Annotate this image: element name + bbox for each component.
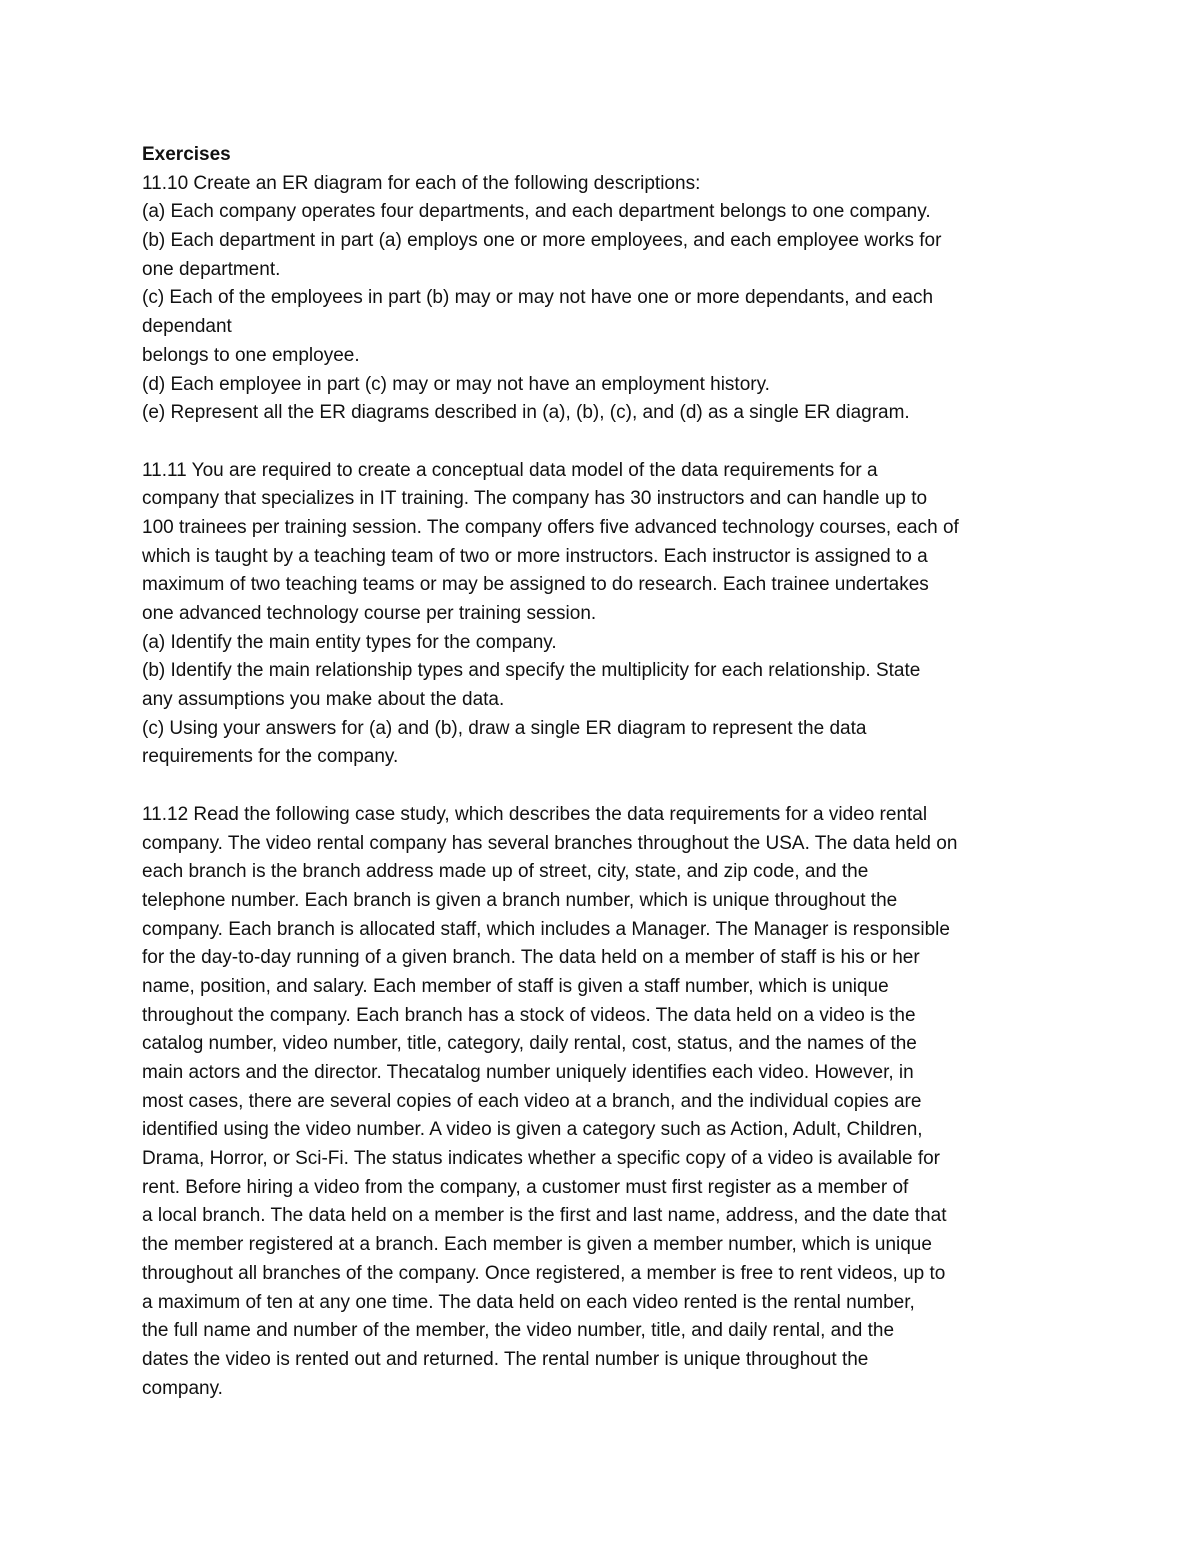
text-line: 11.11 You are required to create a conceptual data model of the data requirements for a	[142, 459, 878, 481]
text-line: name, position, and salary. Each member of staff is given a staff number, which is unique	[142, 975, 889, 997]
text-line: which is taught by a teaching team of two or more instructors. Each instructor is assigned to a	[142, 545, 928, 567]
text-line: company.	[142, 1377, 223, 1399]
text-line: (a) Each company operates four departments, and each department belongs to one company.	[142, 201, 931, 223]
text-line: dependant	[142, 316, 232, 338]
text-line: (e) Represent all the ER diagrams described in (a), (b), (c), and (d) as a single ER diagram.	[142, 402, 910, 424]
text-line: requirements for the company.	[142, 746, 399, 768]
paragraph-spacer	[142, 428, 1082, 457]
page-heading: Exercises	[142, 144, 231, 165]
text-line: main actors and the director. Thecatalog number uniquely identifies each video. However, in	[142, 1062, 914, 1083]
exercise-11-10	[142, 170, 1082, 428]
text-line: a local branch. The data held on a member is the first and last name, address, and the date that	[142, 1205, 947, 1227]
text-line: one advanced technology course per training session.	[142, 603, 597, 624]
text-line: most cases, there are several copies of each video at a branch, and the individual copies are	[142, 1090, 922, 1112]
text-line: company. Each branch is allocated staff, which includes a Manager. The Manager is responsible	[142, 918, 950, 940]
text-line: company. The video rental company has several branches throughout the USA. The data held on	[142, 832, 958, 854]
text-line: each branch is the branch address made up of street, city, state, and zip code, and the	[142, 861, 869, 883]
text-line: dates the video is rented out and returned. The rental number is unique throughout the	[142, 1348, 869, 1370]
text-line: maximum of two teaching teams or may be assigned to do research. Each trainee undertakes	[142, 574, 929, 596]
text-line: the full name and number of the member, the video number, title, and daily rental, and the	[142, 1320, 895, 1342]
text-line: throughout all branches of the company. Once registered, a member is free to rent videos, up to	[142, 1262, 946, 1284]
text-line: any assumptions you make about the data.	[142, 689, 505, 711]
text-line: company that specializes in IT training. The company has 30 instructors and can handle up to	[142, 488, 928, 510]
text-line: Drama, Horror, or Sci-Fi. The status indicates whether a specific copy of a video is available for	[142, 1148, 940, 1170]
document-body	[142, 141, 1082, 1403]
text-line: 11.12 Read the following case study, which describes the data requirements for a video rental	[142, 803, 928, 825]
text-line: (b) Each department in part (a) employs one or more employees, and each employee works for	[142, 230, 942, 252]
exercise-11-11	[142, 457, 1082, 773]
exercise-11-12	[142, 801, 1082, 1403]
text-line: 100 trainees per training session. The company offers five advanced technology courses, each of	[142, 516, 959, 538]
text-line: 11.10 Create an ER diagram for each of the following descriptions:	[142, 172, 701, 194]
text-line: identified using the video number. A video is given a category such as Action, Adult, Children,	[142, 1119, 923, 1141]
text-line: one department.	[142, 258, 281, 280]
paragraph-spacer	[142, 772, 1082, 801]
text-line: (c) Each of the employees in part (b) may or may not have one or more dependants, and each	[142, 287, 934, 309]
text-line: throughout the company. Each branch has a stock of videos. The data held on a video is the	[142, 1004, 916, 1026]
text-line: belongs to one employee.	[142, 344, 360, 366]
text-line: catalog number, video number, title, category, daily rental, cost, status, and the names of the	[142, 1033, 917, 1055]
text-line: the member registered at a branch. Each member is given a member number, which is unique	[142, 1234, 932, 1256]
text-line: (d) Each employee in part (c) may or may not have an employment history.	[142, 373, 770, 395]
text-line: telephone number. Each branch is given a branch number, which is unique throughout the	[142, 889, 898, 911]
text-line: (c) Using your answers for (a) and (b), draw a single ER diagram to represent the data	[142, 717, 867, 739]
text-line: (a) Identify the main entity types for the company.	[142, 631, 557, 653]
text-line: rent. Before hiring a video from the company, a customer must first register as a member of	[142, 1176, 909, 1198]
text-line: for the day-to-day running of a given branch. The data held on a member of staff is his or her	[142, 947, 920, 969]
text-line: (b) Identify the main relationship types and specify the multiplicity for each relationship. State	[142, 660, 921, 682]
text-line: a maximum of ten at any one time. The data held on each video rented is the rental number,	[142, 1291, 915, 1313]
